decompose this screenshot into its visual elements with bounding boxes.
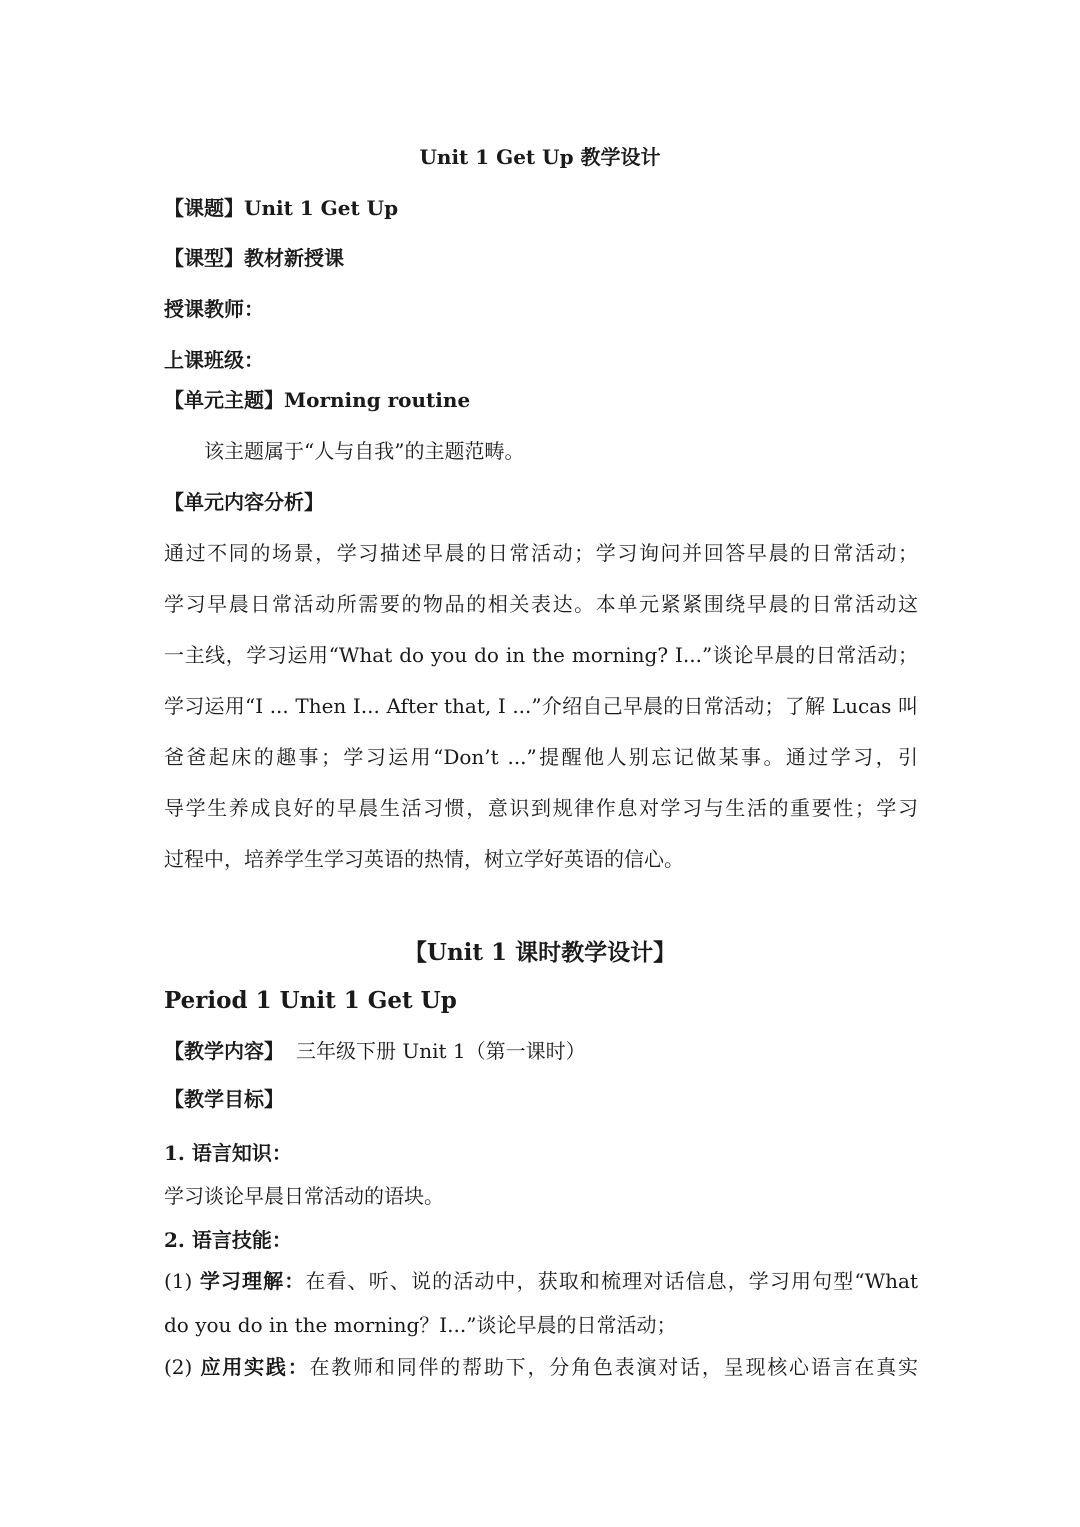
theme-value: Morning routine bbox=[284, 388, 471, 412]
goal2-item1 bbox=[164, 1267, 918, 1355]
period-title: Period 1 Unit 1 Get Up bbox=[164, 987, 457, 1014]
goal2-title: 2. 语言技能： bbox=[164, 1228, 292, 1252]
goal1-text: 学习谈论早晨日常活动的语块。 bbox=[164, 1184, 444, 1208]
goal2-item1-text1: 在看、听、说的活动中，获取和梳理对话信息，学习用句型“What bbox=[305, 1269, 919, 1293]
type-label: 【课型】 bbox=[164, 246, 244, 270]
theme-note: 该主题属于“人与自我”的主题范畴。 bbox=[204, 439, 525, 463]
type-line bbox=[164, 244, 924, 272]
analysis-line: 爸爸起床的趣事；学习运用“Don’t ...”提醒他人别忘记做某事。通过学习，引 bbox=[164, 745, 918, 769]
goals-label: 【教学目标】 bbox=[164, 1087, 284, 1111]
analysis-line: 过程中，培养学生学习英语的热情，树立学好英语的信心。 bbox=[164, 847, 684, 871]
theme-line bbox=[164, 386, 924, 414]
teacher-label: 授课教师： bbox=[164, 297, 264, 321]
goal2-item1-label: 学习理解： bbox=[199, 1269, 306, 1293]
content-line bbox=[164, 1037, 924, 1065]
goal2-item1-line1 bbox=[164, 1267, 918, 1311]
goal2-item2-text1: 在教师和同伴的帮助下，分角色表演对话，呈现核心语言在真实 bbox=[309, 1355, 919, 1379]
content-label: 【教学内容】 bbox=[164, 1039, 284, 1063]
type-value: 教材新授课 bbox=[244, 246, 344, 270]
section-title: 【Unit 1 课时教学设计】 bbox=[403, 939, 677, 966]
goal2-item2 bbox=[164, 1353, 918, 1397]
analysis-line: 通过不同的场景，学习描述早晨的日常活动；学习询问并回答早晨的日常活动； bbox=[164, 541, 918, 565]
topic-label: 【课题】 bbox=[164, 196, 244, 220]
goal2-item2-num: (2) bbox=[164, 1355, 201, 1379]
content-value: 三年级下册 Unit 1（第一课时） bbox=[296, 1039, 586, 1063]
topic-line bbox=[164, 194, 924, 222]
analysis-line: 一主线，学习运用“What do you do in the morning? I...”谈论早晨的日常活动； bbox=[164, 643, 918, 667]
topic-value: Unit 1 Get Up bbox=[244, 196, 399, 220]
document-title: Unit 1 Get Up 教学设计 bbox=[419, 145, 661, 169]
analysis-line: 学习运用“I ... Then I... After that, I ...”介绍自己早晨的日常活动；了解 Lucas 叫 bbox=[164, 694, 918, 718]
goal1-title: 1. 语言知识： bbox=[164, 1141, 292, 1165]
goal2-item1-line2: do you do in the morning？I...”谈论早晨的日常活动； bbox=[164, 1313, 677, 1337]
class-label: 上课班级： bbox=[164, 348, 264, 372]
analysis-line: 学习早晨日常活动所需要的物品的相关表达。本单元紧紧围绕早晨的日常活动这 bbox=[164, 592, 918, 616]
analysis-paragraph bbox=[164, 539, 918, 896]
analysis-line: 导学生养成良好的早晨生活习惯，意识到规律作息对学习与生活的重要性；学习 bbox=[164, 796, 918, 820]
goal2-item2-line1 bbox=[164, 1353, 918, 1397]
analysis-label: 【单元内容分析】 bbox=[164, 490, 324, 514]
goal2-item2-label: 应用实践： bbox=[200, 1355, 310, 1379]
goal2-item1-num: (1) bbox=[164, 1269, 200, 1293]
theme-label: 【单元主题】 bbox=[164, 388, 284, 412]
